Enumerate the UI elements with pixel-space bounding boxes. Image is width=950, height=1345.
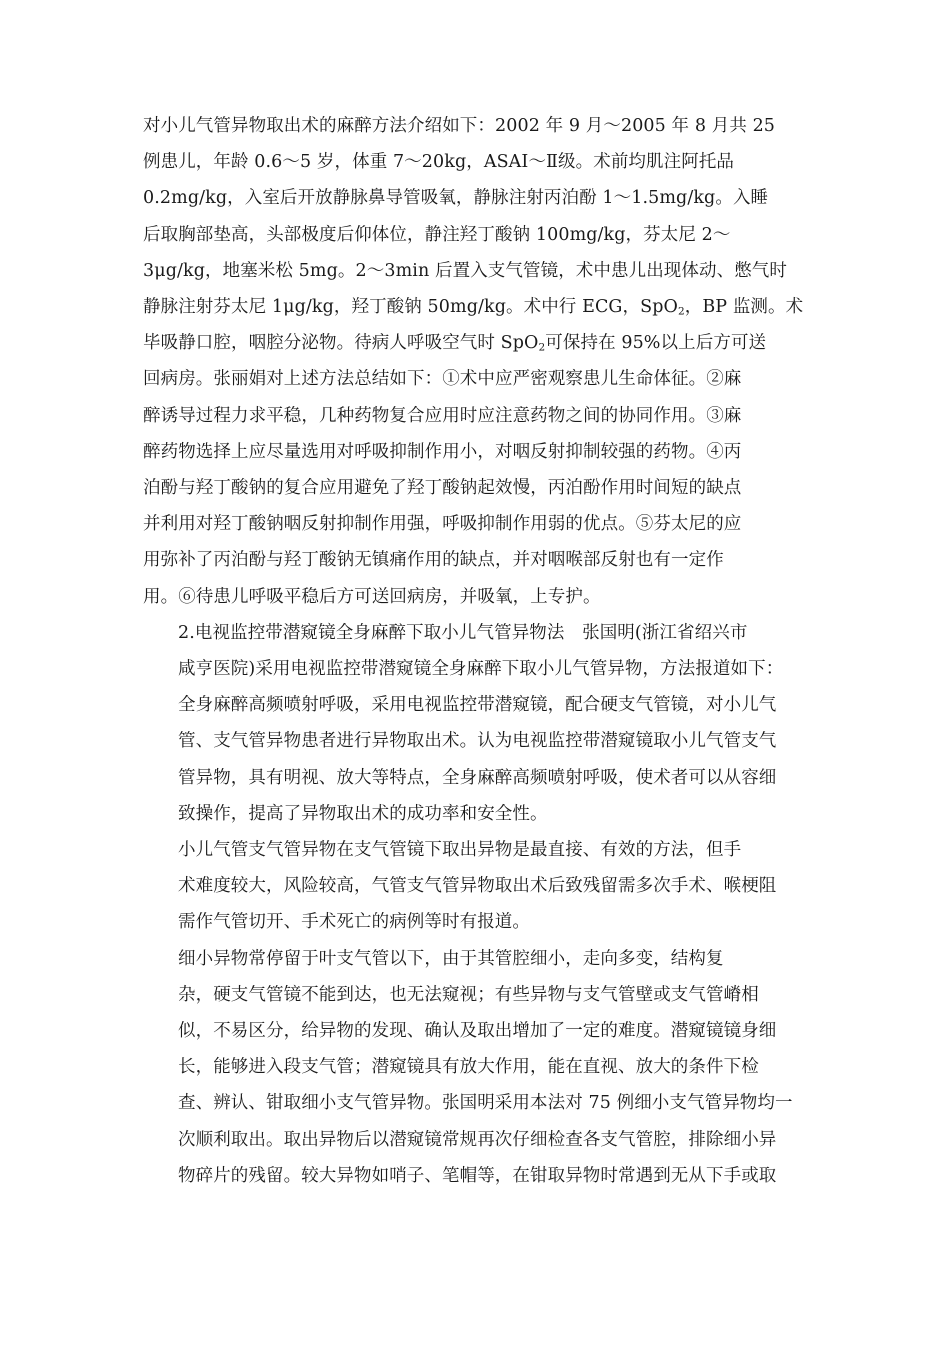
text-run: 醉诱导过程力求平稳，几种药物复合应用时应注意药物之间的协同作用。③麻 (143, 405, 742, 426)
text-run: 3μg/kg，地塞米松 5mg。2～3min 后置入支气管镜，术中患儿出现体动、憋气时 (143, 260, 787, 281)
text-run: 似，不易区分，给异物的发现、确认及取出增加了一定的难度。潜窥镜镜身细 (178, 1021, 777, 1042)
text-line (143, 361, 808, 397)
text-run: 毕吸静口腔，咽腔分泌物。待病人呼吸空气时 SpO (143, 333, 539, 354)
text-line (143, 904, 808, 940)
text-run: 可保持在 95%以上后方可送 (545, 333, 767, 354)
paragraph-small-foreign-bodies (143, 941, 808, 1194)
text-line (143, 760, 808, 796)
text-run: 泊酚与羟丁酸钠的复合应用避免了羟丁酸钠起效慢，丙泊酚作用时间短的缺点 (143, 478, 742, 499)
text-run: 回病房。张丽娟对上述方法总结如下：①术中应严密观察患儿生命体征。②麻 (143, 369, 742, 390)
text-run: 管、支气管异物患者进行异物取出术。认为电视监控带潜窥镜取小儿气管支气 (178, 731, 777, 752)
text-line (143, 506, 808, 542)
text-line (143, 180, 808, 216)
text-line (143, 615, 808, 651)
text-line (143, 325, 808, 361)
text-line (143, 1122, 808, 1158)
text-run: 用。⑥待患儿呼吸平稳后方可送回病房，并吸氧，上专护。 (143, 586, 601, 607)
text-run: 物碎片的残留。较大异物如哨子、笔帽等，在钳取异物时常遇到无从下手或取 (178, 1165, 777, 1186)
text-run: 致操作，提高了异物取出术的成功率和安全性。 (178, 803, 548, 824)
text-line (143, 687, 808, 723)
text-line (143, 108, 808, 144)
text-line (143, 289, 808, 325)
text-run: 用弥补了丙泊酚与羟丁酸钠无镇痛作用的缺点，并对咽喉部反射也有一定作 (143, 550, 724, 571)
subscript: 2 (677, 305, 685, 318)
text-run: 并利用对羟丁酸钠咽反射抑制作用强，呼吸抑制作用弱的优点。⑤芬太尼的应 (143, 514, 742, 535)
text-run: 2.电视监控带潜窥镜全身麻醉下取小儿气管异物法 张国明(浙江省绍兴市 (178, 622, 748, 643)
text-run: 杂，硬支气管镜不能到达，也无法窥视；有些异物与支气管壁或支气管嵴相 (178, 984, 759, 1005)
text-run: 长，能够进入段支气管；潜窥镜具有放大作用，能在直视、放大的条件下检 (178, 1057, 759, 1078)
text-run: 小儿气管支气管异物在支气管镜下取出异物是最直接、有效的方法，但手 (178, 840, 742, 861)
text-run: 醉药物选择上应尽量选用对呼吸抑制作用小，对咽反射抑制较强的药物。④丙 (143, 441, 742, 462)
text-line (143, 941, 808, 977)
text-run: 细小异物常停留于叶支气管以下，由于其管腔细小，走向多变，结构复 (178, 948, 724, 969)
text-line (143, 398, 808, 434)
text-line (143, 253, 808, 289)
text-line (143, 434, 808, 470)
text-line (143, 832, 808, 868)
text-run: 查、辨认、钳取细小支气管异物。张国明采用本法对 75 例细小支气管异物均一 (178, 1093, 793, 1114)
text-line (143, 579, 808, 615)
text-line (143, 1085, 808, 1121)
text-run: 管异物，具有明视、放大等特点，全身麻醉高频喷射呼吸，使术者可以从容细 (178, 767, 777, 788)
text-line (143, 1049, 808, 1085)
text-line (143, 470, 808, 506)
text-run: 咸亨医院)采用电视监控带潜窥镜全身麻醉下取小儿气管异物，方法报道如下： (178, 659, 784, 680)
text-run: 例患儿，年龄 0.6～5 岁，体重 7～20kg，ASAⅠ～Ⅱ级。术前均肌注阿托品 (143, 152, 735, 173)
text-run: 全身麻醉高频喷射呼吸，采用电视监控带潜窥镜，配合硬支气管镜，对小儿气 (178, 695, 777, 716)
text-line (143, 651, 808, 687)
text-run: 对小儿气管异物取出术的麻醉方法介绍如下：2002 年 9 月～2005 年 8 月共 25 (143, 116, 776, 136)
subscript: 2 (538, 341, 546, 354)
text-run: 0.2mg/kg，入室后开放静脉鼻导管吸氧，静脉注射丙泊酚 1～1.5mg/kg。入睡 (143, 188, 769, 209)
text-run: 术难度较大，风险较高，气管支气管异物取出术后致残留需多次手术、喉梗阻 (178, 876, 777, 897)
document-page (143, 108, 808, 1194)
text-line (143, 723, 808, 759)
text-line (143, 1158, 808, 1194)
text-run: 静脉注射芬太尼 1μg/kg，羟丁酸钠 50mg/kg。术中行 ECG，SpO (143, 297, 678, 318)
text-line (143, 1013, 808, 1049)
text-line (143, 217, 808, 253)
paragraph-tv-monitored-endoscope (143, 615, 808, 832)
text-run: 需作气管切开、手术死亡的病例等时有报道。 (178, 912, 530, 933)
text-run: 后取胸部垫高，头部极度后仰体位，静注羟丁酸钠 100mg/kg，芬太尼 2～ (143, 224, 731, 245)
text-line (143, 542, 808, 578)
text-line (143, 796, 808, 832)
paragraph-anesthesia-method (143, 108, 808, 615)
text-line (143, 977, 808, 1013)
text-line (143, 144, 808, 180)
paragraph-bronchoscope-difficulty (143, 832, 808, 941)
text-line (143, 868, 808, 904)
text-run: 次顺利取出。取出异物后以潜窥镜常规再次仔细检查各支气管腔，排除细小异 (178, 1129, 777, 1150)
text-run: ，BP 监测。术 (684, 297, 804, 318)
